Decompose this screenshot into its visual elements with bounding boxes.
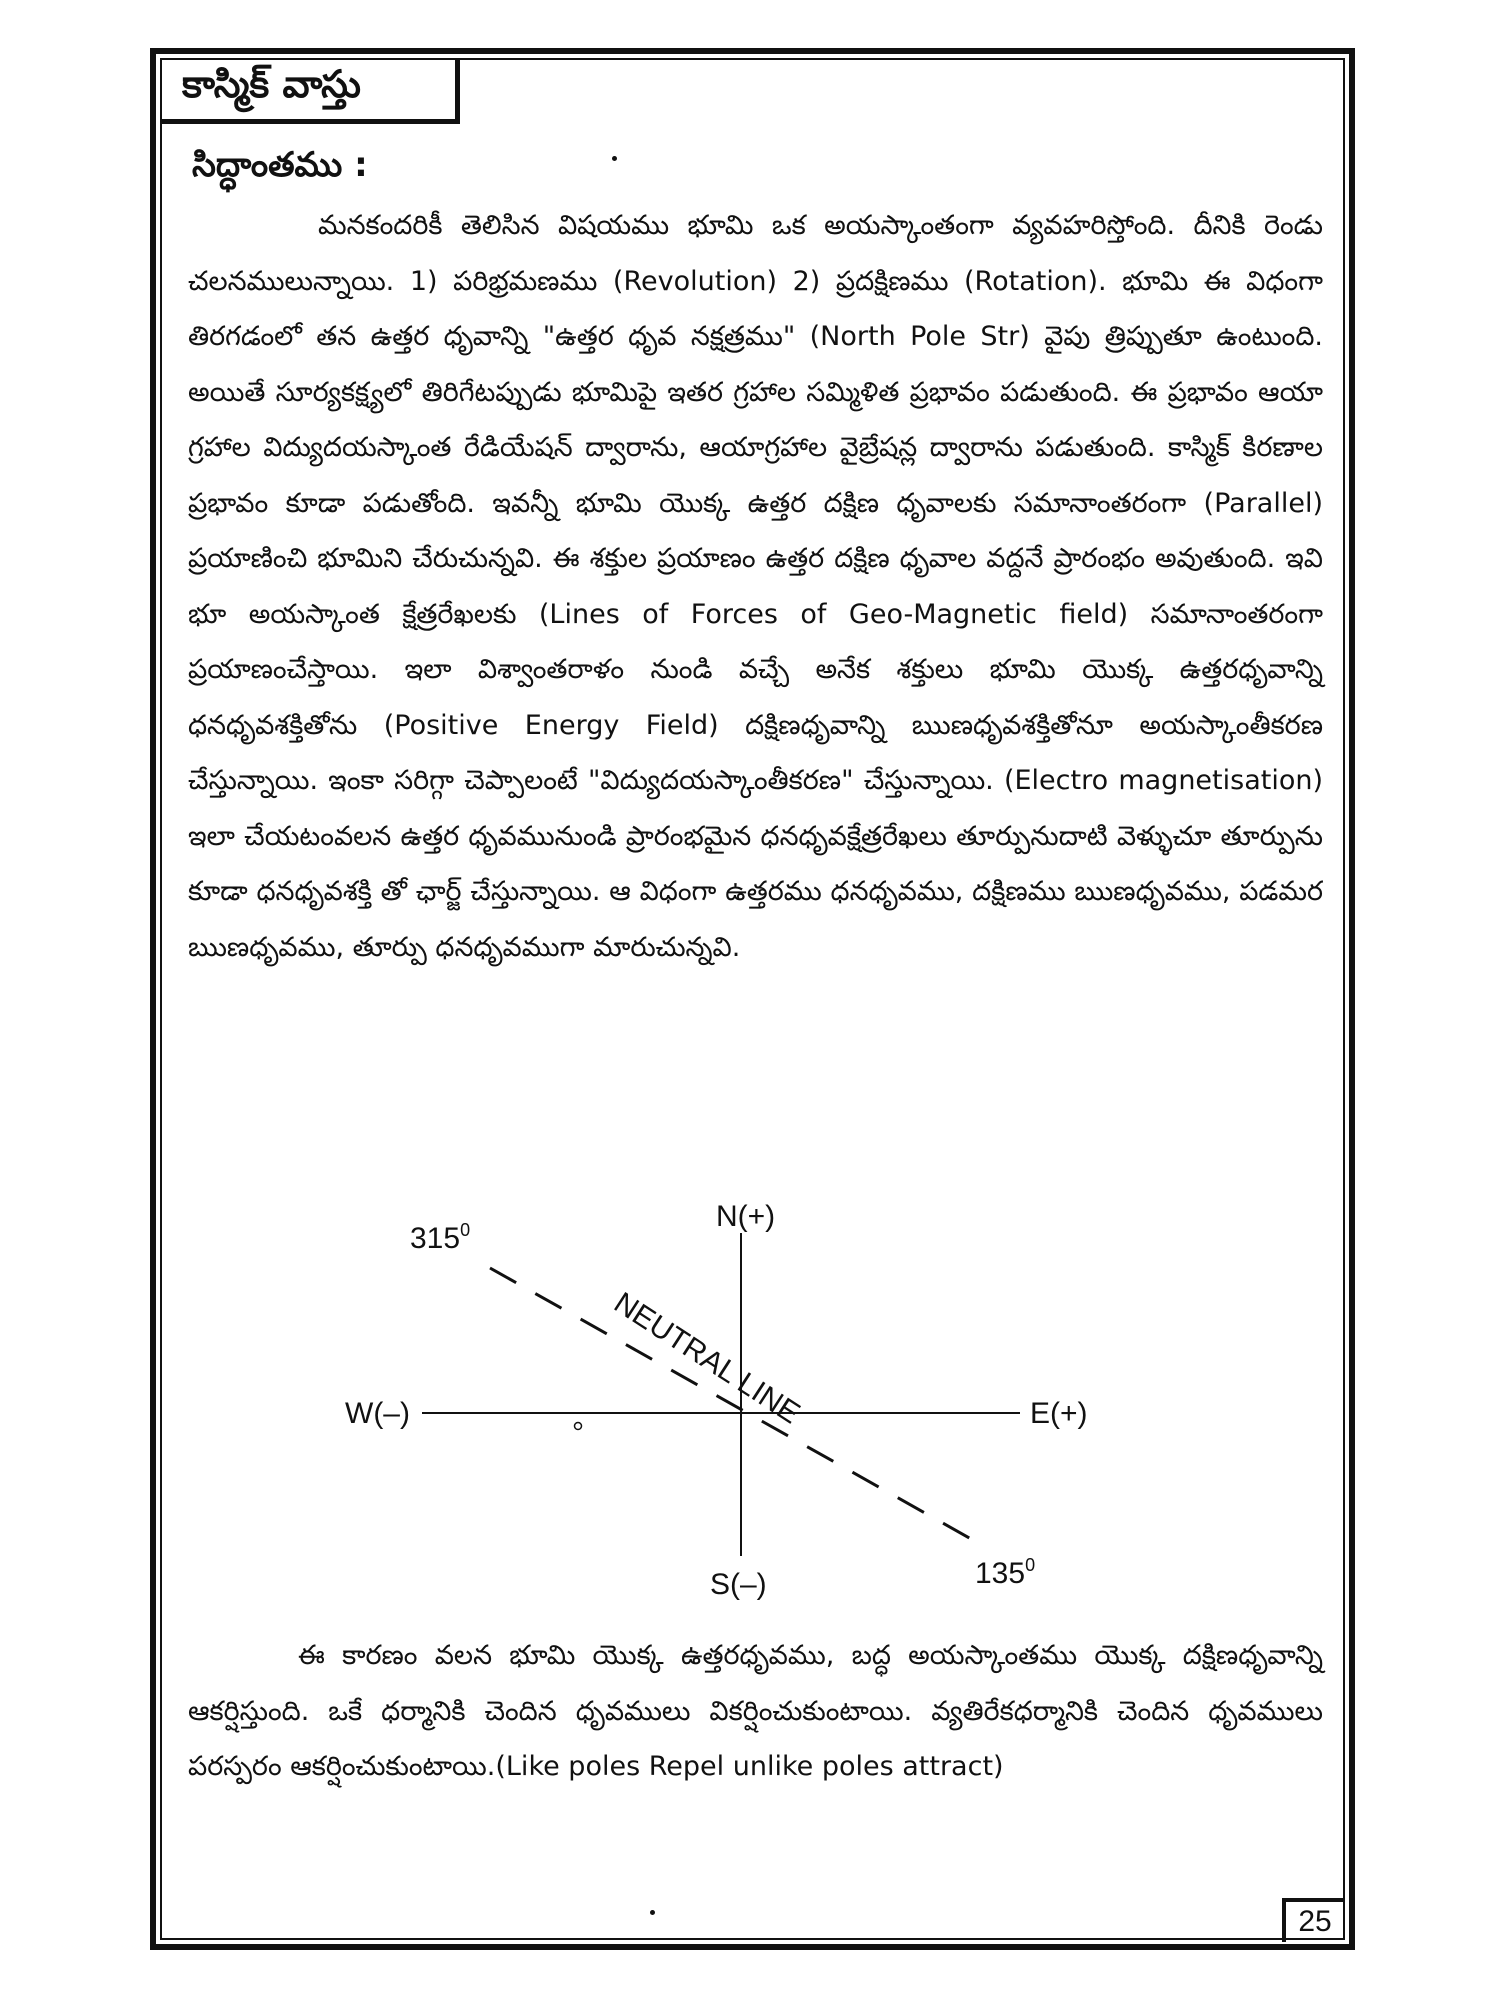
page-number-box xyxy=(1282,1898,1344,1942)
angle-315-label: $315^0$ xyxy=(410,1220,471,1255)
page-number: 25 xyxy=(1298,1905,1332,1938)
body-paragraph-1: మనకందరికీ తెలిసిన విషయము భూమి ఒక అయస్కాంతంగా వ్యవహరిస్తోంది. దీనికి రెండు చలనములున్నాయి. 1) పరిభ్రమణము (Revolution) 2) ప్రదక్షిణము (Rotation). భూమి ఈ విధంగా తిరగడంలో తన ఉత్తర ధృవాన్ని "ఉత్తర ధృవ నక్షత్రము" (North Pole Str) వైపు త్రిప్పుతూ ఉంటుంది. అయితే సూర్యకక్ష్యలో తిరిగేటప్పుడు భూమిపై ఇతర గ్రహాల సమ్మిళిత ప్రభావం పడుతుంది. ఈ ప్రభావం ఆయా గ్రహాల విద్యుదయస్కాంత రేడియేషన్ ద్వారాను, ఆయాగ్రహాల వైబ్రేషన్ల ద్వారాను పడుతుంది. కాస్మిక్ కిరణాల ప్రభావం కూడా పడుతోంది. ఇవన్నీ భూమి యొక్క ఉత్తర దక్షిణ ధృవాలకు సమానాంతరంగా (Parallel) ప్రయాణించి భూమిని చేరుచున్నవి. ఈ శక్తుల ప్రయాణం ఉత్తర దక్షిణ ధృవాల వద్దనే ప్రారంభం అవుతుంది. ఇవి భూ అయస్కాంత క్షేత్రరేఖలకు (Lines of Forces of Geo-Magnetic field) సమానాంతరంగా ప్రయాణంచేస్తాయి. ఇలా విశ్వాంతరాళం నుండి వచ్చే అనేక శక్తులు భూమి యొక్క ఉత్తరధృవాన్ని ధనధృవశక్తితోను (Positive Energy Field) దక్షిణధృవాన్ని ఋణధృవశక్తితోనూ అయస్కాంతీకరణ చేస్తున్నాయి. ఇంకా సరిగ్గా చెప్పాలంటే "విద్యుదయస్కాంతీకరణ" చేస్తున్నాయి. (Electro magnetisation) ఇలా చేయటంవలన ఉత్తర ధృవమునుండి ప్రారంభమైన ధనధృవక్షేత్రరేఖలు తూర్పునుదాటి వెళ్ళుచూ తూర్పును కూడా ధనధృవశక్తి తో ఛార్జ్ చేస్తున్నాయి. ఆ విధంగా ఉత్తరము ధనధృవము, దక్షిణము ఋణధృవము, పడమర ఋణధృవము, తూర్పు ధనధృవముగా మారుచున్నవి. xyxy=(188,210,1323,963)
body-paragraph-2: ఈ కారణం వలన భూమి యొక్క ఉత్తరధృవము, బద్ధ అయస్కాంతము యొక్క దక్షిణధృవాన్ని ఆకర్షిస్తుంది. ఒకే ధర్మానికి చెందిన ధృవములు వికర్షించుకుంటాయి. వ్యతిరేకధర్మానికి చెందిన ధృవములు పరస్పరం ఆకర్షించుకుంటాయి.(Like poles Repel unlike poles attract) xyxy=(188,1640,1323,1782)
body-paragraph-2-container xyxy=(188,1628,1323,1795)
neutral-line-label: NEUTRAL LINE xyxy=(608,1286,806,1431)
book-title-box xyxy=(160,58,460,124)
book-title: కాస్మిక్ వాస్తు xyxy=(182,61,361,106)
compass-diagram xyxy=(340,1188,1140,1618)
north-label: N(+) xyxy=(716,1200,776,1233)
body-paragraph-1-container xyxy=(188,198,1323,975)
center-mark xyxy=(575,1423,582,1430)
south-label: S(–) xyxy=(710,1568,767,1601)
angle-135-label: $135^0$ xyxy=(975,1555,1036,1590)
section-heading: సిద్ధాంతము : xyxy=(192,145,368,185)
speck xyxy=(612,156,617,161)
neutral-line xyxy=(490,1268,980,1544)
compass-svg xyxy=(340,1188,1140,1618)
speck xyxy=(650,1910,655,1915)
west-label: W(–) xyxy=(345,1397,410,1430)
east-label: E(+) xyxy=(1030,1397,1088,1430)
